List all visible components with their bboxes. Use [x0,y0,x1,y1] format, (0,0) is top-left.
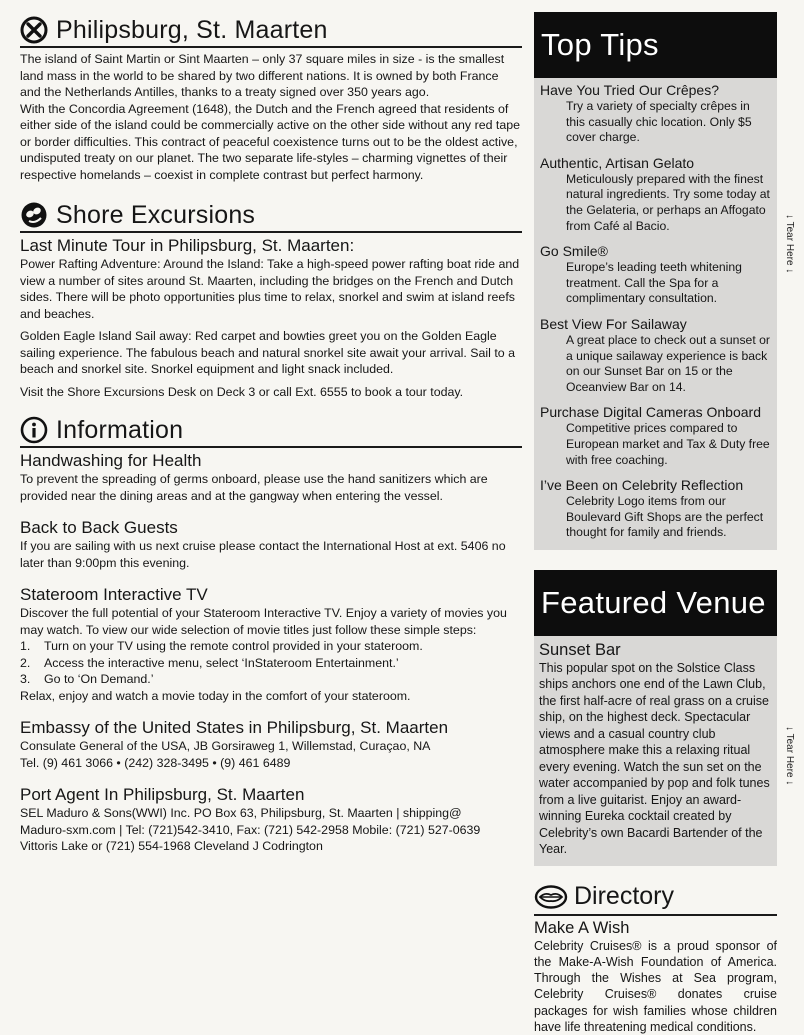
port-agent-line-2: Maduro-sxm.com | Tel: (721)542-3410, Fax: (721) 542-2958 Mobile: (721) 527-0639 [20,822,481,837]
embassy-address: Consulate General of the USA, JB Gorsiraweg 1, Willemstad, Curaçao, NA [20,739,431,753]
tip-text: Celebrity Logo items from our Boulevard Gift Shops are the perfect thought for family and friends. [566,494,764,540]
tip-go-smile [540,243,771,307]
lips-icon [534,884,568,910]
tip-title: Best View For Sailaway [540,315,687,332]
tear-here-label-bottom: ↓ Tear Here ↓ [784,726,795,786]
information-title: Information [56,415,184,444]
philipsburg-paragraph-2: With the Concordia Agreement (1648), the Dutch and the French agreed that residents of either side of the island could be commercially active on the other side without any red tape or border difficulties. This contract of peaceful coexistence turns out to be the oldest active, undisputed treaty on our planet. The two separate life-styles – charming vignettes of their respective homelands – coexist in complete contrast but perfect harmony. [20,101,521,182]
tip-text: Europe’s leading teeth whitening treatment. Call the Spa for a complimentary consultation. [566,260,742,306]
tip-title: I’ve Been on Celebrity Reflection [540,477,744,494]
tip-title: Authentic, Artisan Gelato [540,154,695,171]
shore-subtitle: Last Minute Tour in Philipsburg, St. Maarten: [20,236,355,255]
info-icon [20,416,48,444]
right-column [534,12,777,1035]
handwashing-title: Handwashing for Health [20,451,202,470]
shore-excursions-header [20,199,522,233]
shore-paragraph-1: Power Rafting Adventure: Around the Island: Take a high-speed power rafting boat ride and view a number of sites around St. Maarten, including the bridges on the French and Dutch sides. There will be photo opportunities plus time to relax, snorkel and swim at island reefs and beaches. [20,257,520,321]
tv-steps-list [20,638,522,688]
directory-header [534,880,777,916]
make-a-wish-title: Make A Wish [534,918,630,937]
tip-text: Competitive prices compared to European market and Tax & Duty free with free coaching. [566,421,770,467]
philipsburg-paragraph-1: The island of Saint Martin or Sint Maarten – only 37 square miles in size - is the smallest land mass in the world to be shared by two different nations. It is owned by both France and the Netherlands Antilles, thanks to a treaty signed over 350 years ago. [20,52,505,99]
featured-venue-box [534,636,777,866]
shore-paragraph-2: Golden Eagle Island Sail away: Red carpet and bowties greet you on the Golden Eagle sailing experience. The fabulous beach and natural snorkel site await your arrival. Sail to a beach and snorkel site. Snorkel equipment and light snack included. [20,329,515,376]
top-tips-heading: Top Tips [534,12,777,78]
philipsburg-header [20,14,522,48]
tip-gelato [540,155,771,234]
tip-title: Purchase Digital Cameras Onboard [540,404,761,421]
embassy-title: Embassy of the United States in Philipsburg, St. Maarten [20,718,449,737]
left-column [20,14,522,855]
port-agent-title: Port Agent In Philipsburg, St. Maarten [20,785,305,804]
tip-title: Have You Tried Our Crêpes? [540,82,719,98]
back-to-back-text: If you are sailing with us next cruise please contact the International Host at ext. 5406 no later than 9:00pm this evening. [20,539,506,570]
tip-crepes [540,82,771,146]
tip-text: Meticulously prepared with the finest natural ingredients. Try some today at the Gelateria, or perhaps an Affogato from Café al Bacio. [566,171,770,233]
tip-text: A great place to check out a sunset or a unique sailaway experience is back on our Sunset Bar on 15 or the Oceanview Bar on 14. [566,332,770,394]
snorkel-mask-icon [20,201,48,229]
tip-text: Try a variety of specialty crêpes in this casually chic location. Only $5 cover charge. [566,99,752,145]
port-agent-line-3: Vittoris Lake or (721) 554-1968 Cleveland J Codrington [20,839,323,853]
stateroom-tv-text: Discover the full potential of your Stateroom Interactive TV. Enjoy a variety of movies you may watch. To view our wide selection of movie titles just follow these simple steps: [20,606,507,637]
list-item: 1. Turn on your TV using the remote control provided in your stateroom. [20,639,423,653]
make-a-wish-text: Celebrity Cruises® is a proud sponsor of the Make-A-Wish Foundation of America. Through the Wishes at Sea program, Celebrity Cruises® donates cruise packages for wish families whose children have life threatening medical conditions. [534,938,777,1034]
embassy-phones: Tel. (9) 461 3066 • (242) 328-3495 • (9) 461 6489 [20,755,291,770]
stateroom-tv-end: Relax, enjoy and watch a movie today in the comfort of your stateroom. [20,688,411,703]
venue-title: Sunset Bar [539,640,621,659]
handwashing-text: To prevent the spreading of germs onboard, please use the hand sanitizers which are provided near the dining areas and at the gangway when entering the vessel. [20,472,488,503]
compass-icon [20,16,48,44]
philipsburg-title: Philipsburg, St. Maarten [56,15,328,44]
list-item: 2. Access the interactive menu, select ‘InStateroom Entertainment.’ [20,655,399,670]
tear-here-label-top: ↓ Tear Here ↓ [784,214,795,274]
shore-excursions-title: Shore Excursions [56,200,256,229]
port-agent-line-1: SEL Maduro & Sons(WWI) Inc. PO Box 63, Philipsburg, St. Maarten | shipping@ [20,806,462,820]
back-to-back-title: Back to Back Guests [20,518,178,537]
tip-sailaway [540,316,771,395]
tip-cameras [540,404,771,468]
directory-title: Directory [574,882,675,911]
top-tips-box [534,78,777,550]
tip-title: Go Smile® [540,243,608,260]
information-header [20,414,522,448]
venue-text: This popular spot on the Solstice Class ships anchors one end of the Lawn Club, the first half-acre of real grass on a cruise ship, on the highest deck. Spectacular views and a casual country club atmosphere make this a relaxing ritual every evening. Watch the sun set on the water accompanied by pop and folk tunes from a live guitarist. Enjoy an award-winning Eureka cocktail created by Celebrity’s own Bacardi Bartender of the Year. [539,660,770,857]
stateroom-tv-title: Stateroom Interactive TV [20,585,208,604]
list-item: 3. Go to ‘On Demand.’ [20,672,154,686]
tip-reflection [540,477,771,541]
featured-venue-heading: Featured Venue [534,570,777,636]
shore-paragraph-3: Visit the Shore Excursions Desk on Deck 3 or call Ext. 6555 to book a tour today. [20,384,464,399]
